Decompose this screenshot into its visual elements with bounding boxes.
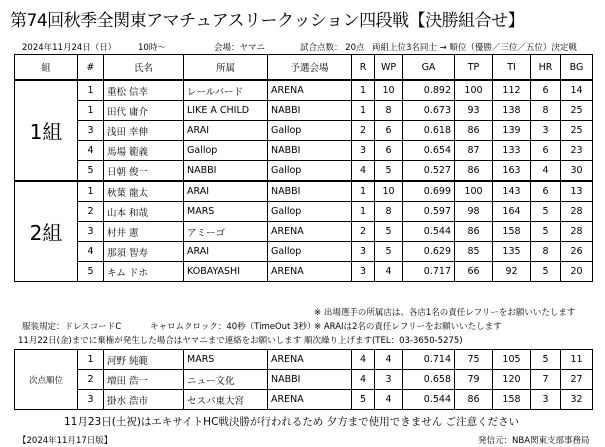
cell-ga: 0.717	[403, 262, 455, 282]
group-label: 2組	[15, 181, 78, 282]
cell-name: 河野 純範	[104, 350, 184, 370]
cell-bg: 28	[561, 202, 593, 222]
cell-tp: 86	[455, 161, 493, 182]
table-row	[15, 222, 593, 242]
cell-r: 5	[352, 390, 375, 410]
cell-tp: 75	[455, 350, 493, 370]
cell-venue: Gallop	[268, 121, 352, 141]
cell-hr: 4	[531, 161, 561, 182]
cell-ti: 139	[493, 121, 531, 141]
cell-ga: 0.527	[403, 161, 455, 182]
cell-venue: ARENA	[268, 262, 352, 282]
cell-tp: 100	[455, 181, 493, 202]
reserve-table	[14, 349, 593, 410]
cell-wp: 5	[375, 161, 403, 182]
cell-venue: ARENA	[268, 390, 352, 410]
cell-wp: 4	[375, 350, 403, 370]
cell-r: 1	[352, 202, 375, 222]
cell-ga: 0.673	[403, 101, 455, 121]
cell-r: 4	[352, 161, 375, 182]
cell-club: Gallop	[184, 141, 268, 161]
cell-wp: 10	[375, 80, 403, 101]
cell-bg: 25	[561, 101, 593, 121]
cell-r: 1	[352, 101, 375, 121]
cell-rank: 4	[78, 242, 104, 262]
cell-ga: 0.618	[403, 121, 455, 141]
cell-club: アミーゴ	[184, 222, 268, 242]
carom-clock: キャロムクロック：40秒（TimeOut 3秒）	[150, 322, 316, 332]
cell-venue: NABBI	[268, 141, 352, 161]
header-venue: 予選会場	[268, 55, 352, 81]
cell-wp: 5	[375, 222, 403, 242]
cell-r: 3	[352, 242, 375, 262]
cell-ga: 0.654	[403, 141, 455, 161]
cell-rank: 4	[78, 141, 104, 161]
cell-wp: 8	[375, 101, 403, 121]
cell-venue: Gallop	[268, 242, 352, 262]
withdrawal-note: 11月22日(金)までに棄権が発生した場合はヤマニまで連絡をお願いします 順次繰り上げます(TEL：03-3650-5275)	[18, 336, 463, 346]
table-row	[15, 141, 593, 161]
event-rule: 両組上位3名同士 → 順位（優勝／三位／五位）決定戦	[372, 43, 577, 53]
footer-notice: 11月23日(土祝)はエキサイトHC戦決勝が行われるため 夕方まで使用できません ご注意ください	[64, 416, 520, 428]
header-hr: HR	[531, 55, 561, 81]
header-tp: TP	[455, 55, 493, 81]
cell-hr: 5	[531, 222, 561, 242]
header-group: 組	[15, 55, 78, 81]
issue-date: 【2024年11月17日版】	[18, 436, 113, 446]
cell-ti: 158	[493, 222, 531, 242]
header-wp: WP	[375, 55, 403, 81]
cell-name: 浅田 幸伸	[104, 121, 184, 141]
cell-venue: ARENA	[268, 350, 352, 370]
cell-r: 2	[352, 222, 375, 242]
cell-rank: 5	[78, 262, 104, 282]
cell-bg: 20	[561, 262, 593, 282]
cell-tp: 93	[455, 101, 493, 121]
cell-name: 重松 信幸	[104, 80, 184, 101]
cell-bg: 28	[561, 222, 593, 242]
cell-tp: 86	[455, 222, 493, 242]
cell-r: 4	[352, 370, 375, 390]
cell-hr: 6	[531, 181, 561, 202]
cell-wp: 8	[375, 202, 403, 222]
cell-rank: 1	[78, 80, 104, 101]
cell-wp: 10	[375, 181, 403, 202]
table-row	[15, 370, 593, 390]
cell-ti: 163	[493, 161, 531, 182]
cell-name: 村井 憲	[104, 222, 184, 242]
cell-r: 4	[352, 350, 375, 370]
cell-tp: 86	[455, 121, 493, 141]
table-row	[15, 101, 593, 121]
cell-club: レールバード	[184, 80, 268, 101]
cell-ti: 120	[493, 370, 531, 390]
table-row	[15, 202, 593, 222]
cell-bg: 26	[561, 242, 593, 262]
cell-name: 山本 和哉	[104, 202, 184, 222]
cell-tp: 87	[455, 141, 493, 161]
header-rank: #	[78, 55, 104, 81]
cell-tp: 79	[455, 370, 493, 390]
header-bg: BG	[561, 55, 593, 81]
cell-club: ARAI	[184, 242, 268, 262]
cell-hr: 3	[531, 390, 561, 410]
cell-rank: 2	[78, 202, 104, 222]
table-row	[15, 121, 593, 141]
cell-bg: 13	[561, 181, 593, 202]
page-title: 第74回秋季全関東アマチュアスリークッション四段戦【決勝組合せ】	[10, 11, 525, 31]
arai-note: ※ ARAIは2名の責任レフリーをお願いいたします	[314, 322, 502, 332]
cell-wp: 3	[375, 370, 403, 390]
cell-ga: 0.544	[403, 390, 455, 410]
cell-bg: 32	[561, 390, 593, 410]
cell-tp: 85	[455, 242, 493, 262]
header-ga: GA	[403, 55, 455, 81]
main-table	[14, 54, 593, 282]
cell-ti: 112	[493, 80, 531, 101]
cell-venue: Gallop	[268, 161, 352, 182]
header-row	[15, 55, 593, 81]
cell-venue: ARENA	[268, 222, 352, 242]
cell-club: ARAI	[184, 121, 268, 141]
header-name: 氏名	[104, 55, 184, 81]
cell-rank: 3	[78, 390, 104, 410]
cell-hr: 5	[531, 350, 561, 370]
referee-note: ※ 出場選手の所属店は、各店1名の責任レフリーをお願いいたします	[314, 308, 576, 318]
event-date: 2024年11月24日（日）	[22, 43, 117, 53]
cell-r: 2	[352, 121, 375, 141]
cell-club: MARS	[184, 350, 268, 370]
cell-ga: 0.892	[403, 80, 455, 101]
cell-club: MARS	[184, 202, 268, 222]
cell-bg: 11	[561, 350, 593, 370]
cell-r: 1	[352, 181, 375, 202]
cell-bg: 30	[561, 161, 593, 182]
cell-club: セスパ東大宮	[184, 390, 268, 410]
issuer: 発信元：NBA関東支部事務局	[478, 436, 590, 446]
cell-wp: 6	[375, 121, 403, 141]
cell-hr: 5	[531, 262, 561, 282]
cell-venue: NABBI	[268, 101, 352, 121]
header-club: 所属	[184, 55, 268, 81]
cell-ti: 105	[493, 350, 531, 370]
cell-bg: 14	[561, 80, 593, 101]
cell-name: キム ドホ	[104, 262, 184, 282]
cell-hr: 8	[531, 242, 561, 262]
cell-r: 3	[352, 262, 375, 282]
cell-ga: 0.714	[403, 350, 455, 370]
cell-tp: 98	[455, 202, 493, 222]
cell-hr: 3	[531, 121, 561, 141]
cell-venue: ARENA	[268, 80, 352, 101]
cell-wp: 4	[375, 262, 403, 282]
cell-wp: 6	[375, 141, 403, 161]
cell-name: 田代 庸介	[104, 101, 184, 121]
cell-wp: 5	[375, 242, 403, 262]
cell-name: 馬場 範義	[104, 141, 184, 161]
table-row	[15, 181, 593, 202]
cell-r: 1	[352, 80, 375, 101]
cell-bg: 23	[561, 141, 593, 161]
cell-hr: 7	[531, 370, 561, 390]
cell-ga: 0.629	[403, 242, 455, 262]
cell-name: 増田 浩一	[104, 370, 184, 390]
cell-ti: 164	[493, 202, 531, 222]
event-time: 10時～	[138, 43, 166, 53]
cell-rank: 3	[78, 222, 104, 242]
cell-rank: 3	[78, 121, 104, 141]
cell-ga: 0.544	[403, 222, 455, 242]
event-points: 試合点数： 20点	[300, 43, 365, 53]
cell-ti: 138	[493, 101, 531, 121]
cell-club: ARAI	[184, 181, 268, 202]
cell-ga: 0.658	[403, 370, 455, 390]
cell-club: NABBI	[184, 161, 268, 182]
cell-rank: 2	[78, 370, 104, 390]
header-r: R	[352, 55, 375, 81]
cell-tp: 100	[455, 80, 493, 101]
header-ti: TI	[493, 55, 531, 81]
cell-rank: 1	[78, 101, 104, 121]
table-row	[15, 242, 593, 262]
cell-rank: 5	[78, 161, 104, 182]
table-row	[15, 262, 593, 282]
group-label: 1組	[15, 80, 78, 181]
cell-rank: 1	[78, 181, 104, 202]
cell-r: 3	[352, 141, 375, 161]
table-row	[15, 390, 593, 410]
cell-ti: 143	[493, 181, 531, 202]
cell-wp: 4	[375, 390, 403, 410]
cell-rank: 1	[78, 350, 104, 370]
cell-tp: 66	[455, 262, 493, 282]
cell-hr: 8	[531, 101, 561, 121]
cell-ti: 133	[493, 141, 531, 161]
reserve-label: 次点順位	[15, 350, 78, 410]
cell-bg: 27	[561, 370, 593, 390]
cell-name: 日朝 俊一	[104, 161, 184, 182]
cell-name: 秋葉 龍太	[104, 181, 184, 202]
cell-hr: 6	[531, 80, 561, 101]
table-row	[15, 80, 593, 101]
cell-hr: 5	[531, 202, 561, 222]
event-venue: 会場：ヤマニ	[214, 43, 266, 53]
cell-venue: Gallop	[268, 202, 352, 222]
cell-bg: 25	[561, 121, 593, 141]
cell-ga: 0.699	[403, 181, 455, 202]
cell-name: 那須 智寿	[104, 242, 184, 262]
dress-code: 服装規定：ドレスコードC	[22, 322, 122, 332]
cell-hr: 6	[531, 141, 561, 161]
cell-ti: 92	[493, 262, 531, 282]
cell-club: KOBAYASHI	[184, 262, 268, 282]
cell-ti: 158	[493, 390, 531, 410]
table-row	[15, 161, 593, 182]
table-row	[15, 350, 593, 370]
cell-ti: 135	[493, 242, 531, 262]
cell-tp: 86	[455, 390, 493, 410]
cell-venue: NABBI	[268, 370, 352, 390]
cell-name: 掛水 浩市	[104, 390, 184, 410]
cell-venue: NABBI	[268, 181, 352, 202]
cell-ga: 0.597	[403, 202, 455, 222]
cell-club: LIKE A CHILD	[184, 101, 268, 121]
cell-club: ニュー文化	[184, 370, 268, 390]
